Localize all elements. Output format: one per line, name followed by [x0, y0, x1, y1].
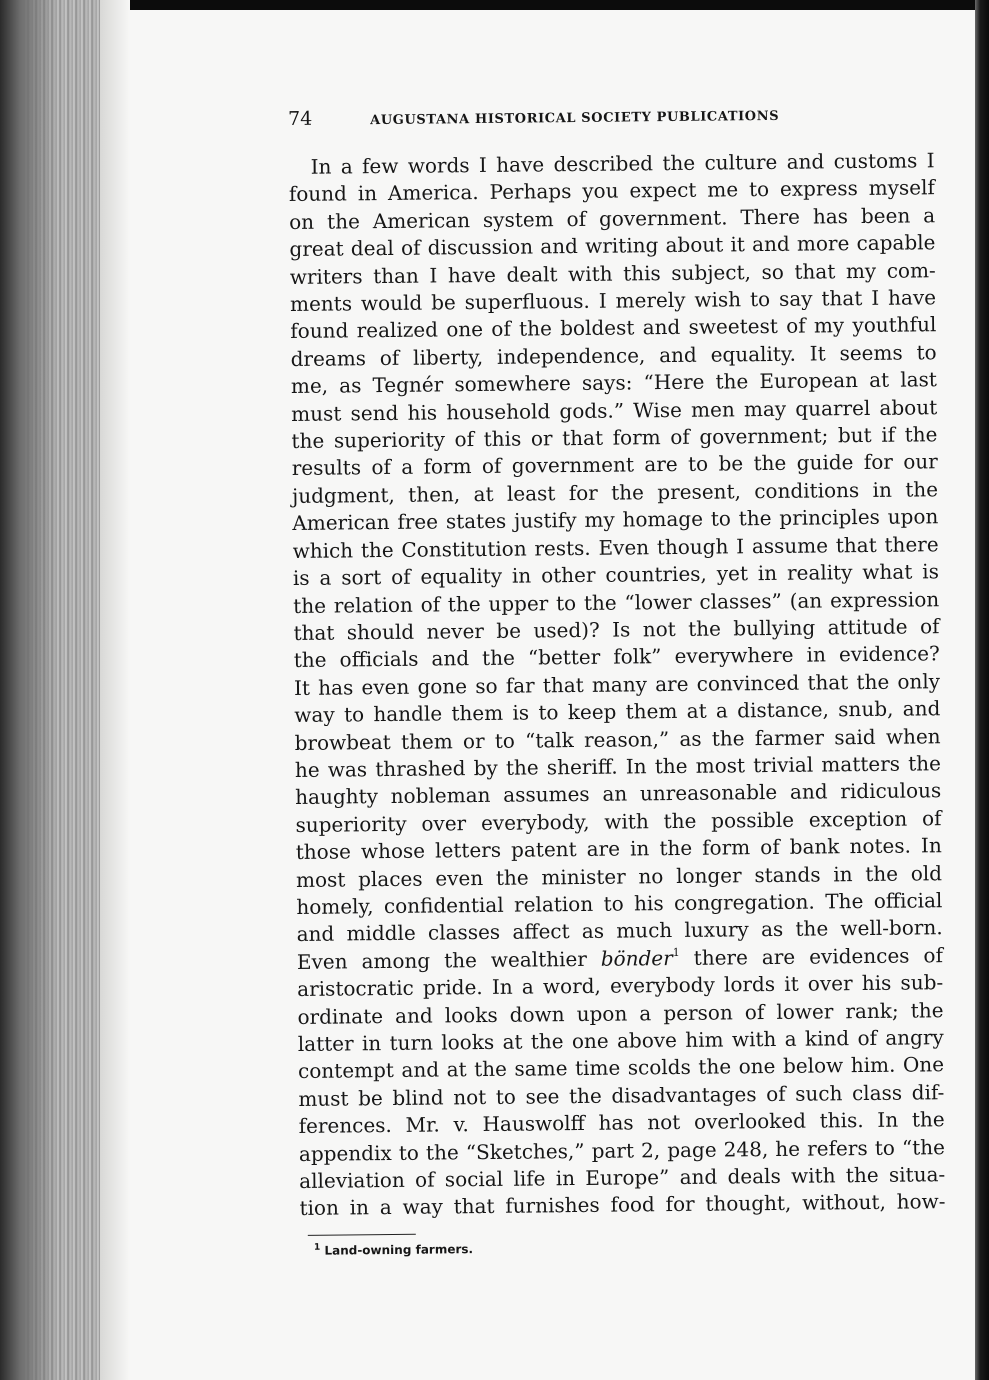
text-line: the relation of the upper to the “lower classes” (an expression	[293, 586, 940, 618]
text-line: It has even gone so far that many are convinced that the only	[293, 668, 941, 700]
text-line: found realized one of the boldest and sweetest of my youthful	[290, 312, 937, 344]
scanner-top-edge	[0, 0, 989, 10]
text-line: which the Constitution rests. Even though I assume that there	[292, 531, 939, 563]
body-paragraph	[288, 147, 945, 1223]
footnote-rule	[308, 1234, 416, 1236]
text-line: must send his household gods.” Wise men may quarrel about	[291, 394, 938, 426]
running-header	[288, 101, 934, 140]
text-line: ferences. Mr. v. Hauswolff has not overlooked this. In the	[298, 1107, 945, 1139]
footnote-reference: 1	[672, 945, 680, 959]
text-line: me, as Tegnér somewhere says: “Here the European at last	[290, 367, 938, 399]
text-line: ordinate and looks down upon a person of lower rank; the	[297, 997, 944, 1029]
text-line: appendix to the “Sketches,” part 2, page 248, he refers to “the	[298, 1134, 946, 1166]
text-line: aristocratic pride. In a word, everybody lords it over his sub-	[297, 970, 944, 1002]
text-line: dreams of liberty, independence, and equality. It seems to	[290, 340, 937, 371]
running-header-title: AUGUSTANA HISTORICAL SOCIETY PUBLICATIONS	[370, 108, 780, 129]
text-segment: there are evidences of	[679, 942, 944, 970]
text-line: on the American system of government. There has been a	[289, 203, 936, 234]
page-gutter	[100, 0, 130, 1380]
text-line: way to handle them is to keep them at a distance, snub, and	[294, 696, 941, 728]
text-line: tion in a way that furnishes food for thought, without, how-	[299, 1189, 946, 1221]
text-line: ments would be superfluous. I merely wish to say that I have	[289, 285, 937, 317]
text-line: contempt and at the same time scolds the one below him. One	[297, 1052, 945, 1084]
text-line: found in America. Perhaps you expect me to express myself	[288, 175, 935, 207]
text-line: judgment, then, at least for the present, conditions in the	[291, 477, 939, 508]
text-line: most places even the minister no longer stands in the old	[295, 860, 943, 892]
italic-term: bönder	[600, 945, 673, 971]
text-line: he was thrashed by the sheriff. In the most trivial matters the	[294, 751, 942, 782]
text-line: homely, confidential relation to his congregation. The official	[296, 888, 943, 919]
text-line: writers than I have dealt with this subject, so that my com-	[289, 257, 936, 289]
footnote	[314, 1237, 946, 1258]
binding-shadow	[0, 0, 60, 1380]
text-line: superiority over everybody, with the possible exception of	[295, 805, 942, 837]
scanner-right-edge	[975, 0, 989, 1380]
text-line: the superiority of this or that form of government; but if the	[291, 422, 938, 454]
text-segment: Even among the wealthier	[296, 946, 601, 974]
footnote-mark: 1	[313, 1242, 321, 1253]
text-line: must be blind not to see the disadvantages of such class dif-	[298, 1079, 945, 1111]
text-line: American free states justify my homage to the principles upon	[292, 504, 939, 536]
text-line: alleviation of social life in Europe” and deals with the situa-	[299, 1162, 946, 1193]
text-line: those whose letters patent are in the form of bank notes. In	[295, 833, 942, 865]
text-line: In a few words I have described the culture and customs I	[310, 148, 935, 179]
page-content	[288, 101, 946, 1258]
text-line: haughty nobleman assumes an unreasonable and ridiculous	[295, 778, 942, 810]
text-line: great deal of discussion and writing about it and more capable	[289, 230, 936, 262]
text-line: results of a form of government are to be the guide for our	[291, 449, 938, 481]
text-line: that should never be used)? Is not the bullying attitude of	[293, 614, 940, 645]
page-number: 74	[288, 107, 313, 130]
footnote-text: Land-owning farmers.	[320, 1241, 474, 1258]
text-line: is a sort of equality in other countries, yet in reality what is	[292, 559, 940, 591]
text-line: the officials and the “better folk” everywhere in evidence?	[293, 641, 940, 673]
text-line: browbeat them or to “talk reason,” as the farmer said when	[294, 723, 941, 755]
text-line: and middle classes affect as much luxury as the well-born.	[296, 915, 943, 947]
text-line: latter in turn looks at the one above him with a kind of angry	[297, 1025, 944, 1056]
